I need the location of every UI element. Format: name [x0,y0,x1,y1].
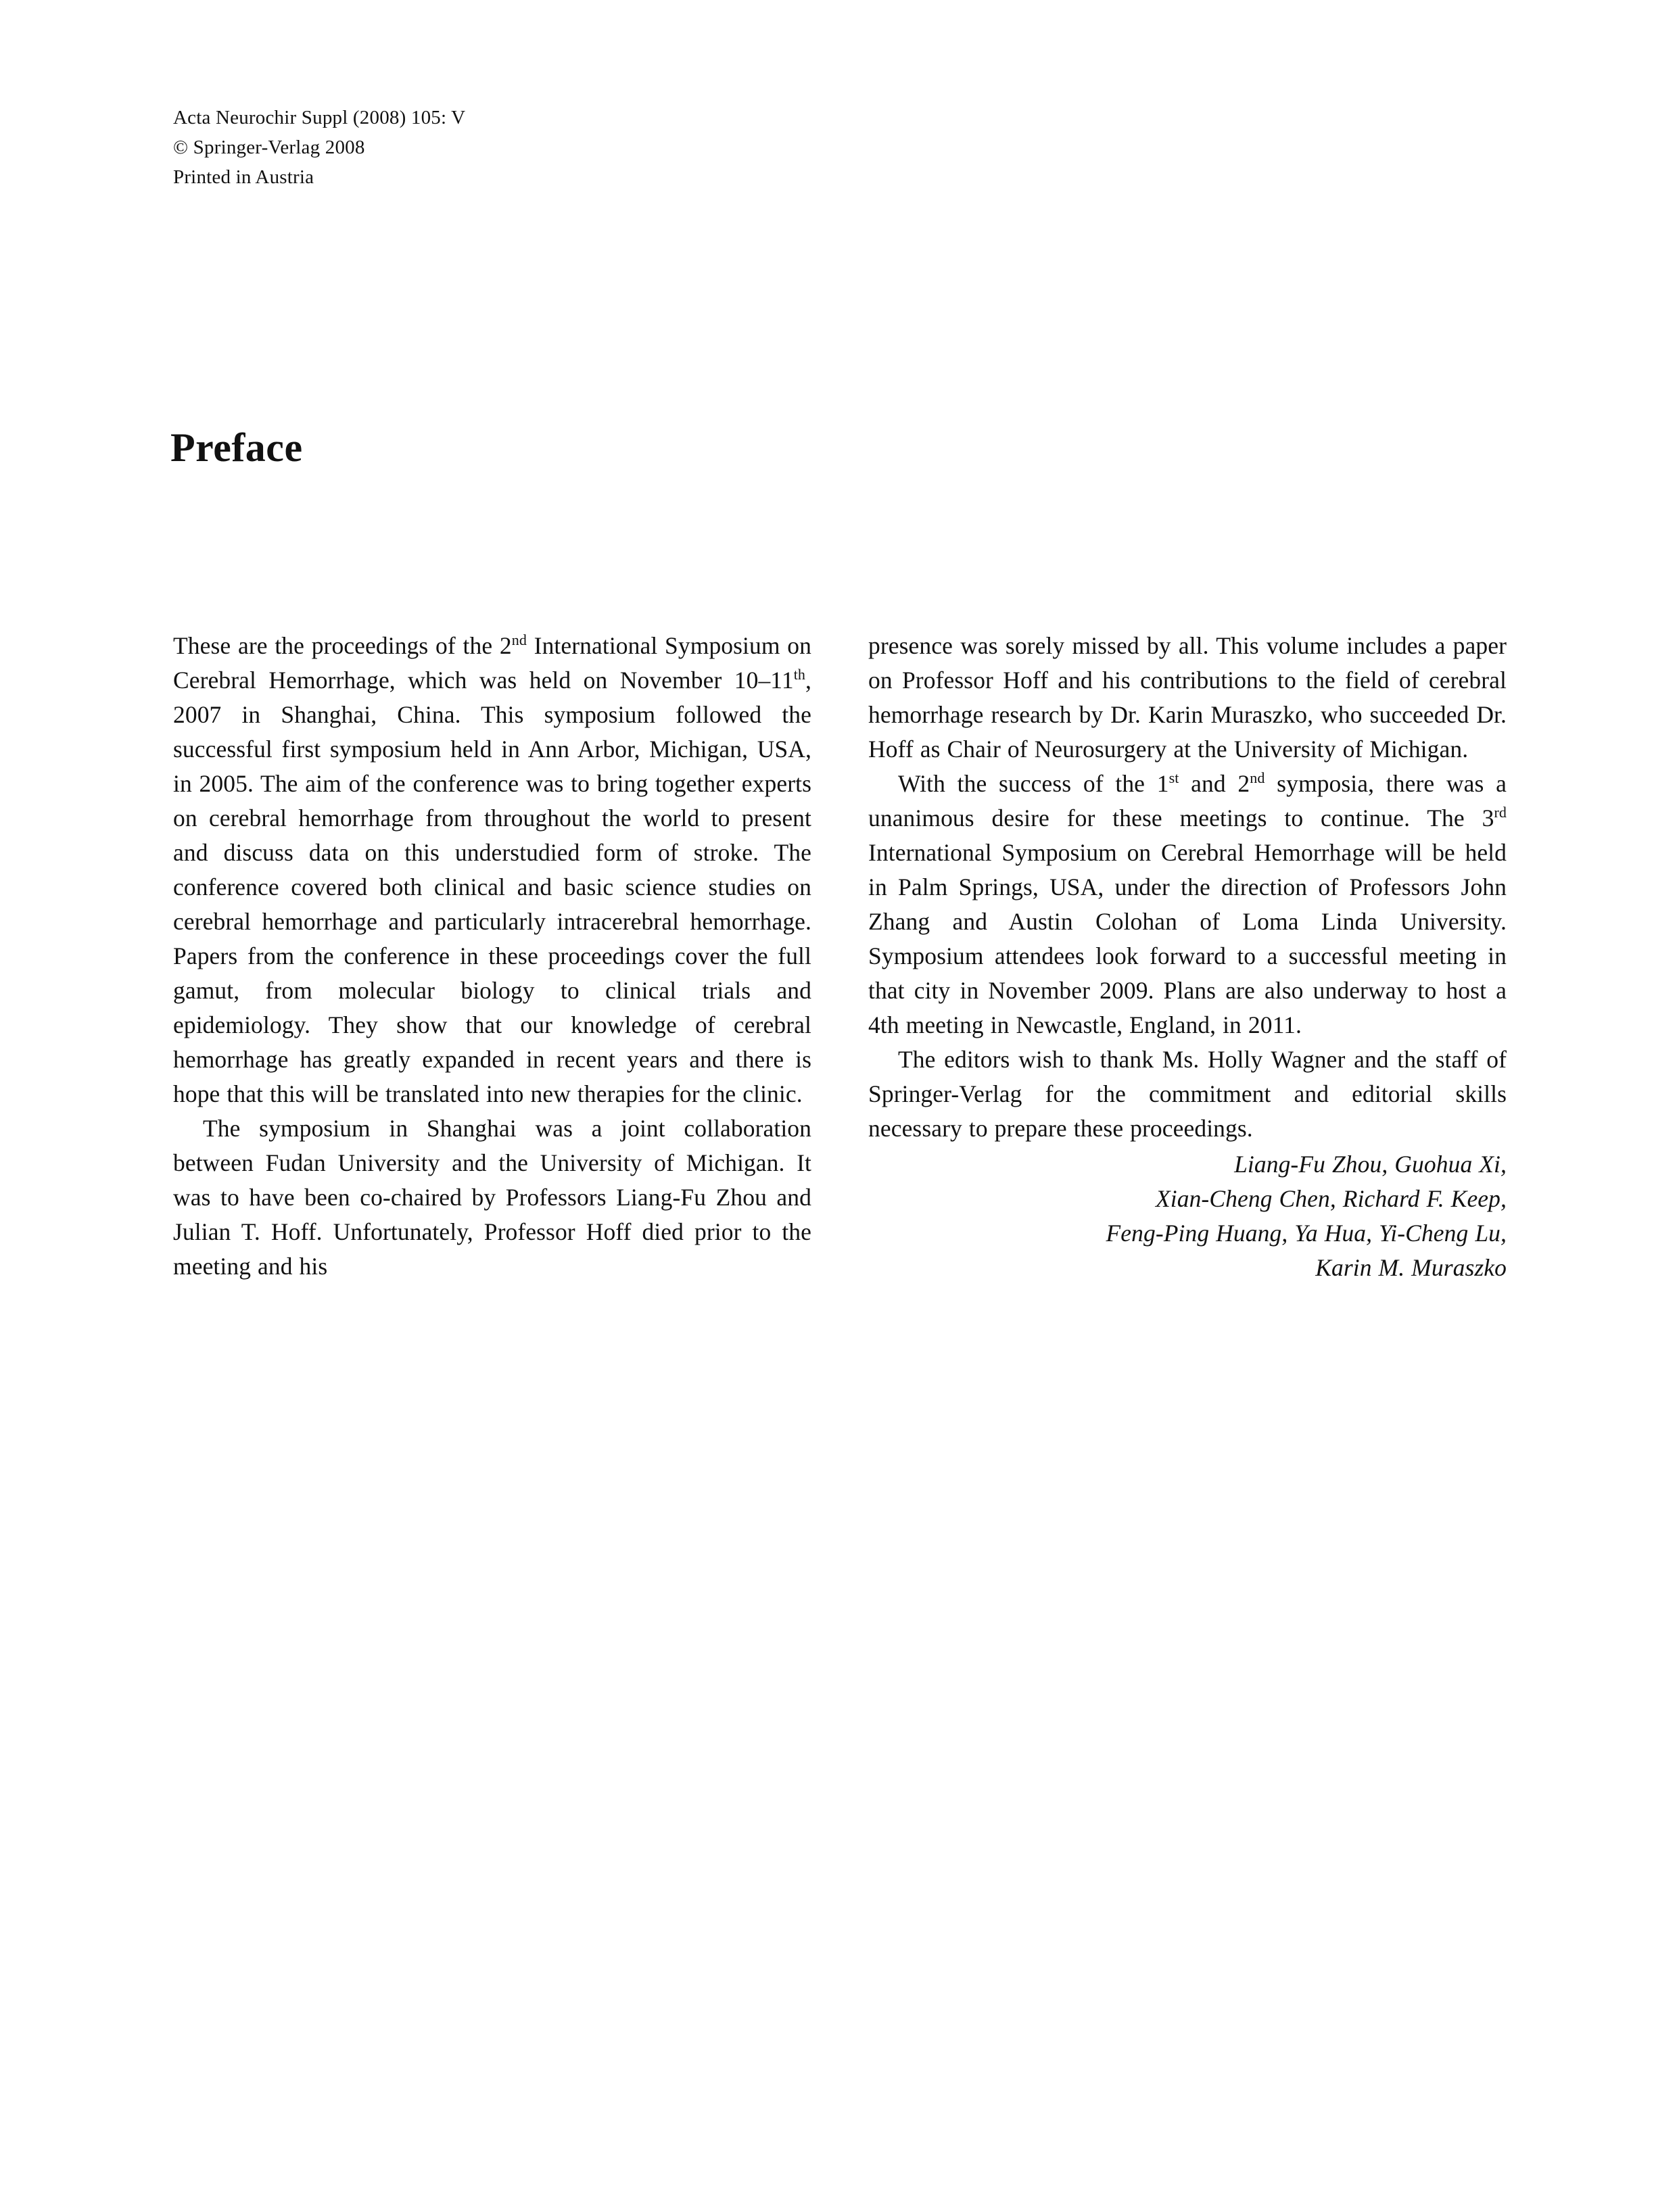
superscript-text: rd [1494,804,1507,821]
superscript-text: nd [1250,769,1265,787]
paragraph [173,629,811,1111]
signature-block [868,1147,1507,1285]
text-column-right [868,629,1507,1285]
signature-line: Karin M. Muraszko [1315,1254,1507,1281]
page-title: Preface [170,425,303,470]
paragraph [868,1042,1507,1146]
body-text: The editors wish to thank Ms. Holly Wagner and the staff of Springer-Verlag for the commitment and editorial skills necessary to prepare these proceedings. [868,1046,1507,1142]
body-text: The symposium in Shanghai was a joint collaboration between Fudan University and the University of Michigan. It was to have been co-chaired by Professors Liang-Fu Zhou and Julian T. Hoff. Unfortunately, Professor Hoff died prior to the meeting and his [173,1115,811,1280]
body-text: International Symposium on Cerebral Hemorrhage will be held in Palm Springs, USA, under the direction of Professors John Zhang and Austin Colohan of Loma Linda University. Symposium attendees look forward to a successful meeting in that city in November 2009. Plans are also underway to host a 4th meeting in Newcastle, England, in 2011. [868,839,1507,1038]
body-text: , 2007 in Shanghai, China. This symposium followed the successful first symposium held in Ann Arbor, Michigan, USA, in 2005. The aim of the conference was to bring together experts on cerebral hemorrhage from throughout the world to present and discuss data on this understudied form of stroke. The conference covered both clinical and basic science studies on cerebral hemorrhage and particularly intracerebral hemorrhage. Papers from the conference in these proceedings cover the full gamut, from molecular biology to clinical trials and epidemiology. They show that our knowledge of cerebral hemorrhage has greatly expanded in recent years and there is hope that this will be translated into new therapies for the clinic. [173,667,811,1107]
paragraph [173,1111,811,1284]
superscript-text: st [1168,769,1179,787]
body-text: and 2 [1179,770,1250,797]
body-text: These are the proceedings of the 2 [173,632,512,659]
body-text: symposia, there was a unanimous desire for these meetings to continue. The 3 [868,770,1507,832]
header-block [173,103,465,192]
signature-line: Liang-Fu Zhou, Guohua Xi, [1234,1151,1507,1178]
journal-line: Acta Neurochir Suppl (2008) 105: V [173,107,466,128]
body-text: International Symposium on Cerebral Hemorrhage, which was held on November 10–11 [173,632,811,694]
signature-line: Xian-Cheng Chen, Richard F. Keep, [1155,1185,1507,1212]
printed-line: Printed in Austria [173,166,314,188]
superscript-text: th [793,666,806,683]
copyright-line: © Springer-Verlag 2008 [173,137,365,158]
body-text: With the success of the 1 [898,770,1169,797]
body-columns [173,629,1507,1285]
paragraph [868,767,1507,1042]
paragraph [868,629,1507,767]
body-text: presence was sorely missed by all. This volume includes a paper on Professor Hoff and his contributions to the field of cerebral hemorrhage research by Dr. Karin Muraszko, who succeeded Dr. Hoff as Chair of Neurosurgery at the University of Michigan. [868,632,1507,763]
superscript-text: nd [511,631,527,649]
text-column-left [173,629,811,1285]
signature-line: Feng-Ping Huang, Ya Hua, Yi-Cheng Lu, [1106,1220,1507,1247]
